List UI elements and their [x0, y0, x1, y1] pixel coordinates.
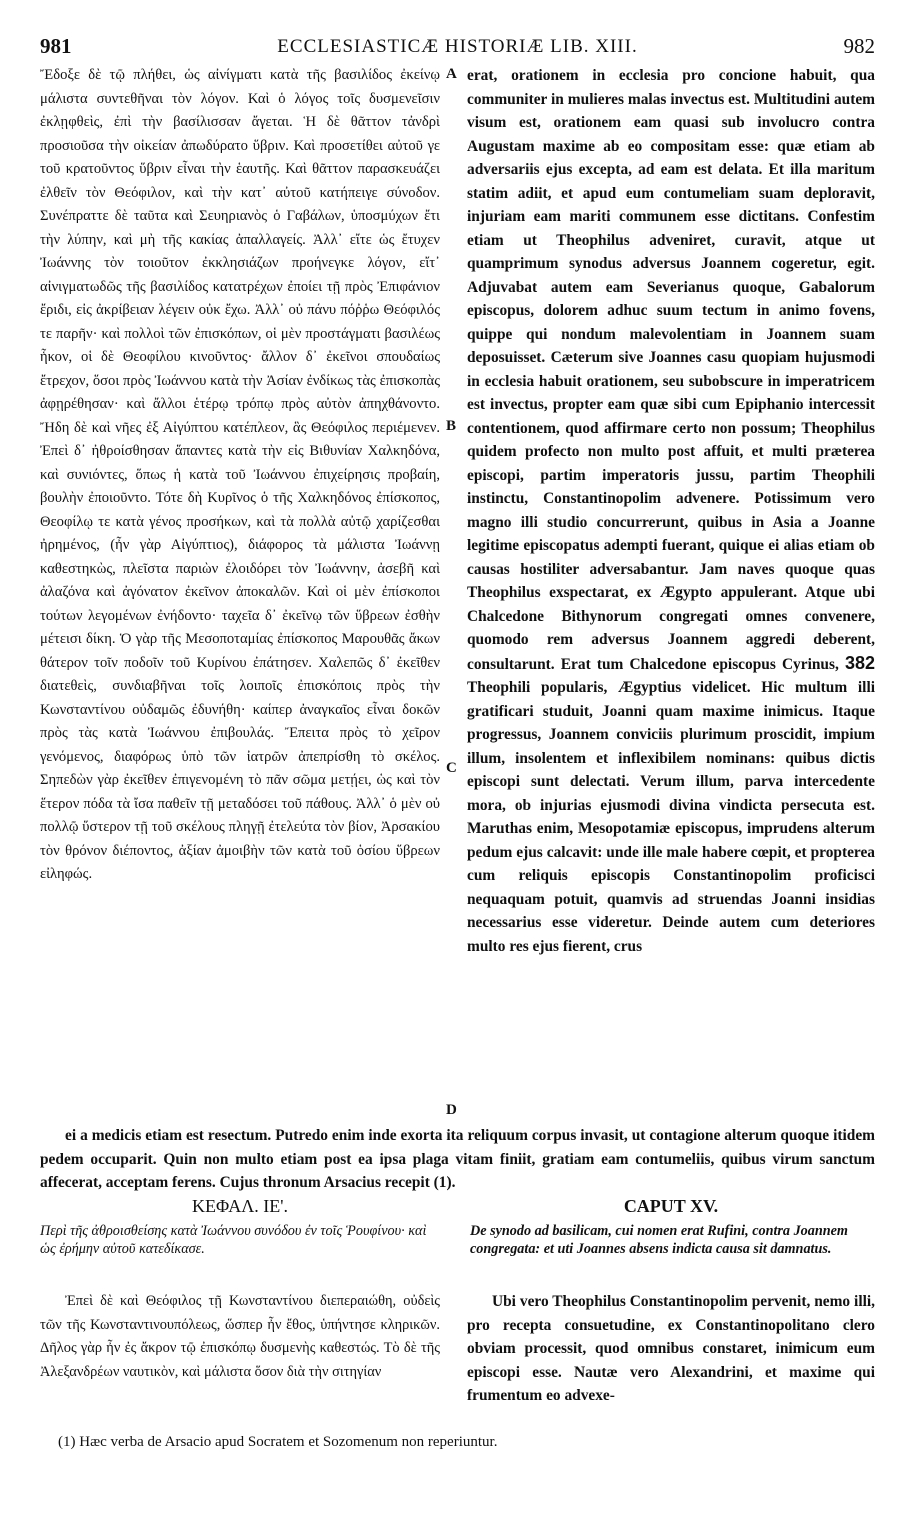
section-marker-d: D — [446, 1102, 457, 1118]
chapter-text-latin: Ubi vero Theophilus Constantinopolim pervenit, nemo illi, pro recepta consuetudine, ex Constantinopolitano clero obviam processit, quod omnibus constaret, inimicum eum episcopi esse. Nautæ vero Alexandrini, et maxime qui frumentum eo advexe- — [467, 1293, 875, 1404]
chapter-title-latin: CAPUT XV. — [623, 1196, 719, 1216]
chapter-subtitle-greek: Περὶ τῆς ἀθροισθείσης κατὰ Ἰωάννου συνόδου ἐν τοῖς Ῥουφίνου· καὶ ὡς ἐρήμην αὐτοῦ κατεδίκασε. — [40, 1223, 427, 1257]
latin-text-part-a: erat, orationem in ecclesia pro concione habuit, qua communiter in mulieres malas invectus est. Multitudini autem visum est, orationem eam quasi sub involucro contra Augustam maxime ab eo compositam esse: quæ etiam ab adversariis ejus excepta, ad eam est delata. Et illa maritum statim adiit, et apud eum contumeliam suam deploravit, injuriam eam mariti communem esse dictitans. Confestim etiam ut Theophilus adveniret, curavit, atque ut quamprimum synodus adversus Joannem cogeretur, egit. Adjuvabat autem eam Severianus quoque, Gabalorum episcopus, dolorem adhuc suum tectum in animo fovens, quippe qui nondum malevolentiam in Joannem suam deposuisset. Cæterum sive Joannes casu quopiam hujusmodi in ecclesia habuit orationem, seu subobscure in imperatricem est invectus, propter eam quæ sibi cum Epiphanio intercessit contentionem, quod affirmare certo non possum; Theophilus quidem profecto non multo post affuit, et multi præterea episcopi, partim imperatoris jussu, partim Theophili instinctu, Constantinopolim advenere. Potissimum vero magno illi studio concurrerunt, quibus in Asia a Joanne legitime episcopatus adempti fuerant, quique ei alias etiam ob causas hostiliter adversabantur. Jam naves quoque quas Theophilus exspectarat, ex Ægypto appulerant. Atque ubi Chalcedone Bithynorum congregati omnes convenere, quomodo rem adversus Joannem aggredi deberent, consultarunt. Erat tum Chalcedone episcopus Cyrinus, — [467, 67, 875, 673]
section-marker-b: B — [446, 418, 457, 434]
marginal-number: 382 — [844, 652, 875, 673]
full-width-paragraph: ei a medicis etiam est resectum. Putredo enim inde exorta ita reliquum corpus invasit, ut contagione alterum quoque itidem pedem occuparit. Quin non multo etiam post ea ipsa plaga vitam finiit, gratiam eam contumeliis, quibus virum sanctum affecerat, acceptam ferens. Cujus thronum Arsacius recepit (1). — [40, 1127, 875, 1191]
footnote: (1) Hæc verba de Arsacio apud Socratem et Sozomenum non reperiuntur. — [58, 1434, 498, 1450]
greek-column: Ἔδοξε δὲ τῷ πλήθει, ὡς αἰνίγματι κατὰ τῆς βασιλίδος ἐκείνῳ μάλιστα συντεθῆναι τὸν λόγον. Καὶ ὁ λόγος τοῖς δυσμενεῖσιν ἐκλῃφθεὶς, ἐπὶ τὴν βασίλισσαν ἄγεται. Ἡ δὲ θᾶττον τἀνδρὶ προσιοῦσα τὴν οἰκείαν ἀπωδύρατο ὕβριν. Καὶ προσετίθει αὐτοῦ γε τοῦ κρατοῦντος ὕβριν εἶναι τὴν ἑαυτῆς. Καὶ θᾶττον παρασκευάζει ἐλθεῖν τὸν Θεόφιλον, καὶ τὴν κατ᾽ αὐτοῦ κατήπειγε σύνοδον. Συνέπραττε δὲ ταῦτα καὶ Σευηριανὸς ὁ Γαβάλων, ὑποσμύχων ἔτι τὴν λύπην, καὶ μὴ τῆς κακίας ἀπαλλαγείς. Ἀλλ᾽ εἴτε ὡς ἔτυχεν Ἰωάννης τὸν τοιοῦτον ἐκκλησιάζων προήνεγκε λόγον, εἴτ᾽ αἰνιγματωδῶς τῆς βασιλίδος κατατρέχων ἐποίει τῇ πρὸς Ἐπιφάνιον ἔριδι, εἰς ἀκρίβειαν λέγειν οὐκ ἔχω. Ἀλλ᾽ οὐ πάνυ πόῤῥω Θεόφιλός τε παρῆν· καὶ πολλοὶ τῶν ἐπισκόπων, οἱ μὲν προστάγματι βασιλέως ἧκον, οἱ δὲ Θεοφίλου κινοῦντος· ἄλλον δ᾽ ἐκεῖνοι σπουδαίως ἔτρεχον, ὅσοι πρὸς Ἰωάννου κατὰ τὴν Ἀσίαν ἐνδίκως τὰς ἐπισκοπὰς ἀφῃρέθησαν· καὶ ἄλλοι ἑτέρῳ τρόπῳ πρὸς αὐτὸν ἀπηχθάνοντο. Ἤδη δὲ καὶ νῆες ἐξ Αἰγύπτου κατέπλεον, ἃς Θεόφιλος περιέμενεν. Ἐπεὶ δ᾽ ἠθροίσθησαν ἅπαντες κατὰ τὴν εἰς Βιθυνίαν Χαλκηδόνα, καὶ συνιόντες, ὅπως ἡ κατὰ τοῦ Ἰωάννου ἐπιχείρησις προβαίη, βουλὴν ἐποιοῦντο. Τότε δὴ Κυρῖνος ὁ τῆς Χαλκηδόνος ἐπίσκοπος, Θεοφίλῳ τε κατὰ γένος προσήκων, καὶ τὰ πολλὰ αὐτῷ χαρίζεσθαι ἠρημένος, (ἦν γὰρ Αἰγύπτιος), διάφορος τὰ μάλιστα Ἰωάννῃ καθεστηκὼς, πλεῖστα παριὼν ἐλοιδόρει τὸν Ἰωάννην, ἀσεβῆ καὶ ἀλαζόνα καὶ ἀγόνατον ἐκεῖνον ἀποκαλῶν. Καὶ οἱ μὲν ἐπίσκοποι τούτων λεγομένων ἐνήδοντο· ταχεῖα δ᾽ ἐκεῖνῳ τῶν ὕβρεων ἐσθὴν μέτεισι δίκη. Ὁ γὰρ τῆς Μεσοποταμίας ἐπίσκοπος Μαρουθᾶς ἄκων θάτερον τοῖν ποδοῖν τοῦ Κυρίνου ἐπάτησεν. Χαλεπῶς δ᾽ ἐκεῖθεν διατεθεὶς, συνδιαβῆναι τοῖς λοιποῖς ἐπισκόποις πρὸς τὴν Κωνσταντίνου οὐδαμῶς ἐδυνήθη· καίπερ ἀναγκαῖος εἶναι δοκῶν πρὸς τὰς κατὰ Ἰωάννου ἐπιβουλάς. Ἔπειτα πρὸς τὸ χεῖρον γενόμενος, διαφόρως ὑπὸ τῶν ἰατρῶν ἀπεπρίσθη τὸ σκέλος. Σηπεδὼν γὰρ ἐκεῖθεν ἐπιγενομένη τὸ πᾶν σῶμα μετῄει, ὡς καὶ τὸν ἕτερον πόδα τὰ ἴσα παθεῖν τῇ μεταδόσει τοῦ πάθους. Ἀλλ᾽ ὁ μὲν οὐ πολλῷ ὕστερον τῇ τοῦ σκέλους πληγῇ ἐτελεύτα τὸν βίον, Ἀρσακίου τὸν θρόνον διέποντος, ἀξίαν ἀμοιβὴν τῶν κατὰ τοῦ ὁσίου ὕβρεων εἰληφώς. — [40, 67, 440, 882]
page-number-right: 982 — [843, 34, 875, 58]
section-marker-c: C — [446, 760, 457, 776]
page-number-left: 981 — [40, 34, 72, 58]
chapter-text-greek: Ἐπεὶ δὲ καὶ Θεόφιλος τῇ Κωνσταντίνου διεπεραιώθη, οὐδεὶς τῶν τῆς Κωνσταντινουπόλεως, ὥσπερ ἦν ἔθος, ὑπήντησε κληρικῶν. Δῆλος γὰρ ἦν ἐς ἄκρον τῷ ἐπισκόπῳ δυσμενὴς καθεστώς. Τὸ δὲ τῆς Ἀλεξανδρέων ναυτικὸν, καὶ μάλιστα ὅσον διὰ τὴν σιτηγίαν — [40, 1293, 440, 1380]
page-header — [40, 34, 875, 60]
latin-column — [467, 64, 875, 958]
chapter-subtitle-latin: De synodo ad basilicam, cui nomen erat Rufini, contra Joannem congregata: et uti Joannes absens indicta causa sit damnatus. — [470, 1223, 848, 1257]
running-title: ECCLESIASTICÆ HISTORIÆ LIB. XIII. — [277, 36, 638, 57]
chapter-title-greek: ΚΕΦΑΛ. ΙΕ'. — [191, 1196, 289, 1216]
section-marker-a: A — [446, 66, 457, 82]
latin-text-part-b: Theophili popularis, Ægyptius videlicet. Hic multum illi gratificari studuit, Joanni quam maxime inimicus. Itaque progressus, Joannem conviciis plurimum proscidit, impium illum, insolentem et inflexibilem nominans: quibus dictis episcopi sunt delectati. Verum illum, parva intercedente mora, ob injurias ejusmodi divina vindicta persecuta est. Maruthas enim, Mesopotamiæ episcopus, imprudens alterum pedum ejus calcavit: unde ille male habere cœpit, et propterea cum reliquis episcopis Constantinopolim proficisci nequaquam potuit, quamvis ad struendas Joanni insidias necessarius esse videretur. Deinde autem cum deteriores multo res ejus fierent, crus — [467, 679, 875, 955]
